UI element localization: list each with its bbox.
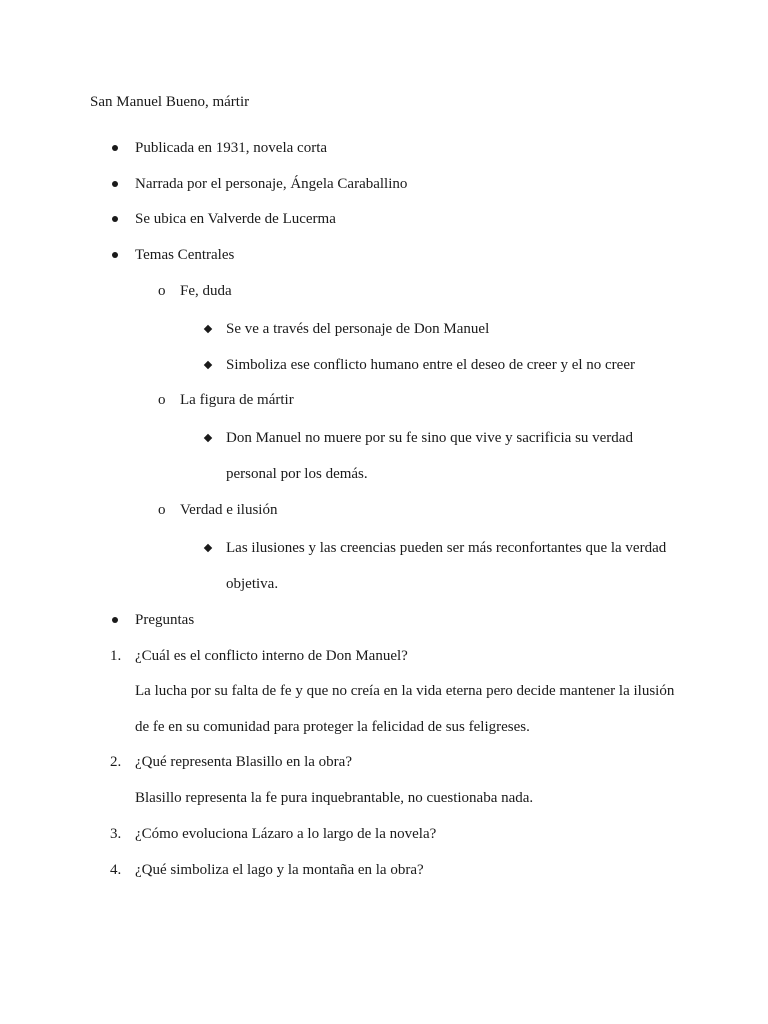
question-text: ¿Cuál es el conflicto interno de Don Manuel? [135,648,408,664]
diamond-bullet-icon [204,361,212,369]
detail-item-continuation: personal por los demás. [226,466,368,482]
detail-item-continuation: objetiva. [226,576,279,592]
question-text: ¿Qué representa Blasillo en la obra? [135,754,352,770]
question-number: 4. [110,862,122,878]
bullet-dot-icon [112,617,118,623]
question-number: 3. [110,826,122,842]
detail-item: Simboliza ese conflicto humano entre el deseo de creer y el no creer [226,357,635,373]
bullet-item: Preguntas [135,612,195,628]
question-text: ¿Qué simboliza el lago y la montaña en la obra? [135,862,424,878]
bullet-item: Se ubica en Valverde de Lucerma [135,211,336,227]
detail-item: Se ve a través del personaje de Don Manuel [226,321,490,337]
bullet-item: Temas Centrales [135,247,235,263]
question-number: 1. [110,648,122,664]
bullet-item: Publicada en 1931, novela corta [135,140,328,156]
sub-bullet-marker: o [158,502,166,518]
answer-text: La lucha por su falta de fe y que no creía en la vida eterna pero decide mantener la ilusión [135,683,675,699]
answer-text: Blasillo representa la fe pura inquebrantable, no cuestionaba nada. [135,790,534,806]
document-title: San Manuel Bueno, mártir [90,94,250,110]
sub-bullet-item: Verdad e ilusión [180,502,278,518]
bullet-dot-icon [112,252,118,258]
sub-bullet-marker: o [158,392,166,408]
bullet-dot-icon [112,181,118,187]
question-number: 2. [110,754,122,770]
bullet-dot-icon [112,216,118,222]
bullet-item: Narrada por el personaje, Ángela Caraballino [135,176,408,192]
detail-item: Las ilusiones y las creencias pueden ser más reconfortantes que la verdad [226,540,667,556]
diamond-bullet-icon [204,544,212,552]
diamond-bullet-icon [204,325,212,333]
diamond-bullet-icon [204,434,212,442]
sub-bullet-item: Fe, duda [180,283,232,299]
bullet-dot-icon [112,145,118,151]
sub-bullet-item: La figura de mártir [180,392,294,408]
question-text: ¿Cómo evoluciona Lázaro a lo largo de la novela? [135,826,437,842]
sub-bullet-marker: o [158,283,166,299]
detail-item: Don Manuel no muere por su fe sino que vive y sacrificia su verdad [226,430,633,446]
answer-text-continuation: de fe en su comunidad para proteger la felicidad de sus feligreses. [135,719,530,735]
